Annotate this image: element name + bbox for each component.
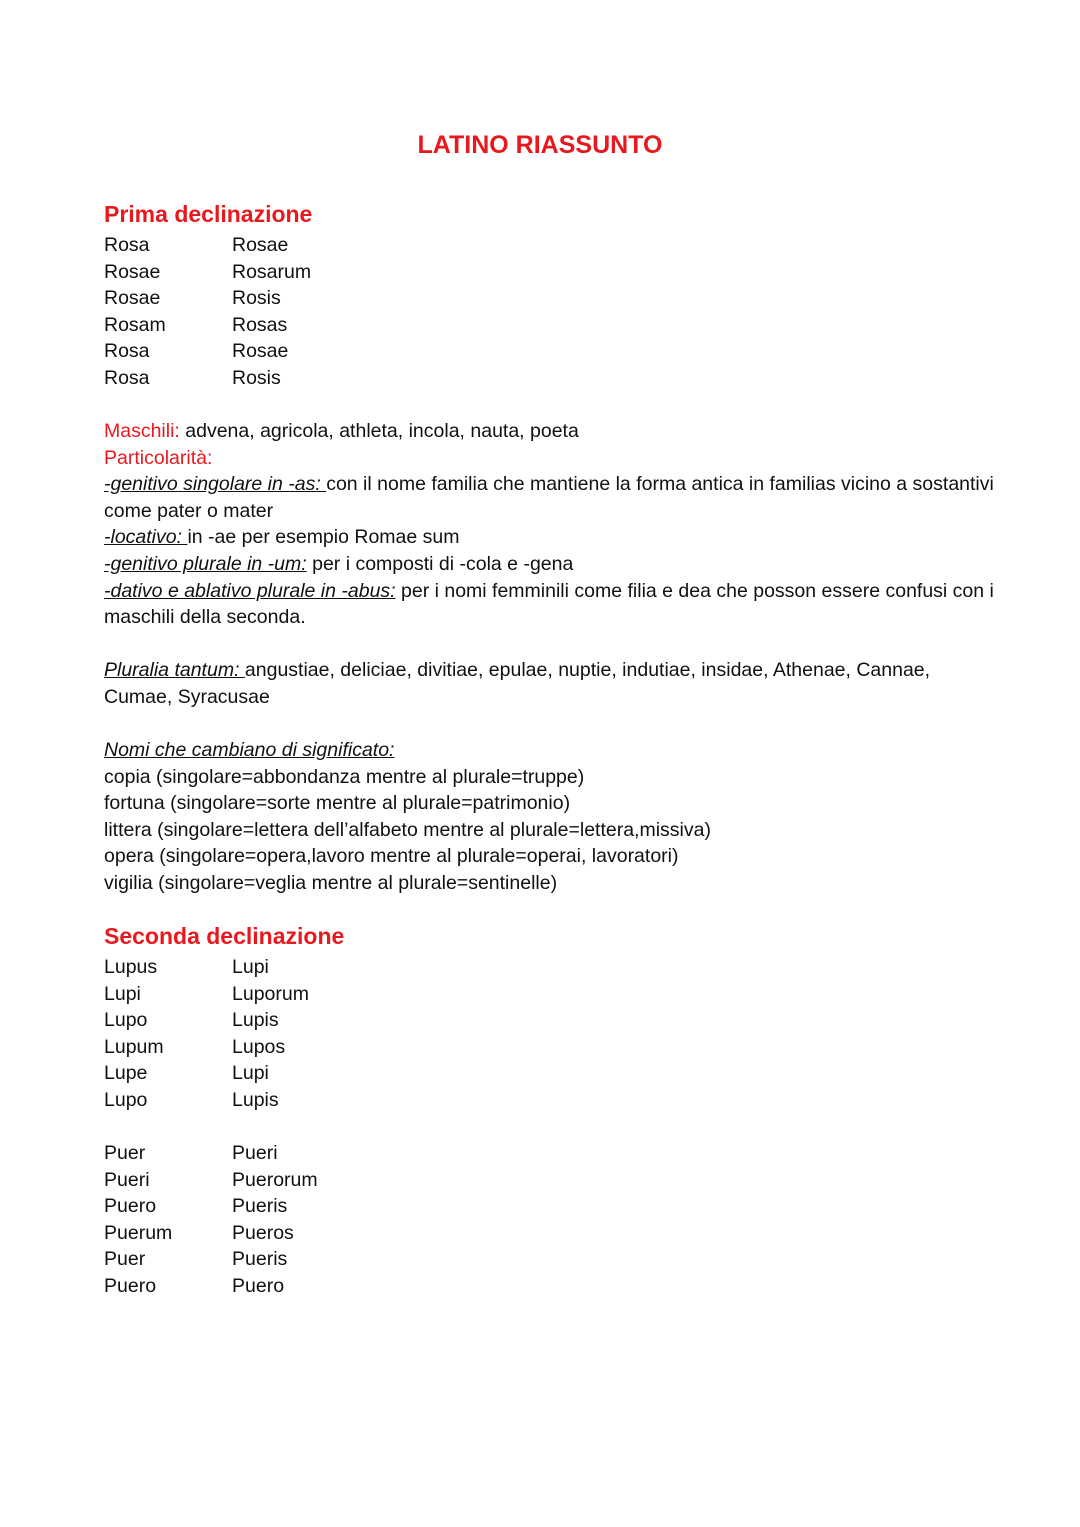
declension-row bbox=[104, 981, 309, 1008]
particolarita-text: in -ae per esempio Romae sum bbox=[187, 526, 460, 549]
declension-row bbox=[104, 1273, 318, 1300]
plural-form: Lupis bbox=[232, 1009, 279, 1032]
singular-form: Pueri bbox=[104, 1168, 150, 1191]
declension-row bbox=[104, 338, 311, 365]
plural-form: Rosae bbox=[232, 234, 289, 256]
plural-form: Lupis bbox=[232, 1088, 279, 1111]
singular-form: Puero bbox=[104, 1274, 157, 1297]
singular-form: Puer bbox=[104, 1248, 146, 1271]
declension-row bbox=[104, 232, 311, 259]
plural-form: Rosarum bbox=[232, 260, 312, 283]
declension-row bbox=[104, 1220, 318, 1247]
plural-form: Puerorum bbox=[232, 1168, 318, 1191]
declension-row bbox=[104, 1140, 318, 1167]
lupus-table bbox=[104, 954, 309, 1114]
declension-row bbox=[104, 1087, 309, 1114]
nomi-heading: Nomi che cambiano di significato: bbox=[104, 739, 395, 761]
particolarita-term: -genitivo singolare in -as: bbox=[104, 473, 327, 496]
particolarita-label: Particolarità: bbox=[104, 446, 213, 469]
maschili-text: advena, agricola, athleta, incola, nauta, poeta bbox=[179, 420, 579, 442]
pluralia-term: Pluralia tantum: bbox=[104, 659, 245, 681]
prima-declinazione-heading: Prima declinazione bbox=[104, 201, 313, 227]
particolarita-text: per i nomi femminili come filia e dea che posson essere confusi con i maschili della seconda. bbox=[104, 579, 994, 629]
declension-row bbox=[104, 1193, 318, 1220]
nomi-block bbox=[104, 737, 1004, 897]
singular-form: Lupo bbox=[104, 1088, 148, 1111]
notes-block bbox=[104, 418, 1004, 631]
singular-form: Puero bbox=[104, 1195, 157, 1218]
plural-form: Lupi bbox=[232, 1062, 269, 1085]
plural-form: Puero bbox=[232, 1274, 285, 1297]
maschili-line bbox=[104, 418, 1004, 445]
pluralia-line bbox=[104, 657, 984, 710]
plural-form: Rosas bbox=[232, 313, 288, 336]
nomi-line: copia (singolare=abbondanza mentre al plurale=truppe) bbox=[104, 765, 585, 788]
singular-form: Lupe bbox=[104, 1062, 148, 1085]
particolarita-item bbox=[104, 471, 1004, 524]
singular-form: Rosae bbox=[104, 260, 161, 283]
particolarita-term: -genitivo plurale in -um: bbox=[104, 552, 307, 575]
declension-row bbox=[104, 1246, 318, 1273]
plural-form: Pueri bbox=[232, 1142, 278, 1164]
singular-form: Lupus bbox=[104, 956, 158, 978]
plural-form: Lupos bbox=[232, 1035, 286, 1058]
singular-form: Rosam bbox=[104, 313, 166, 336]
singular-form: Puer bbox=[104, 1142, 146, 1164]
singular-form: Lupo bbox=[104, 1009, 148, 1032]
singular-form: Lupum bbox=[104, 1035, 164, 1058]
prima-declinazione-table bbox=[104, 232, 311, 392]
declension-row bbox=[104, 1060, 309, 1087]
pluralia-text: angustiae, deliciae, divitiae, epulae, nuptie, indutiae, insidae, Athenae, Cannae, Cumae, Syracusae bbox=[104, 659, 931, 708]
nomi-line: vigilia (singolare=veglia mentre al plurale=sentinelle) bbox=[104, 871, 558, 894]
plural-form: Lupi bbox=[232, 956, 269, 978]
particolarita-item bbox=[104, 551, 1004, 578]
singular-form: Rosae bbox=[104, 287, 161, 310]
maschili-label: Maschili: bbox=[104, 420, 180, 442]
particolarita-text: con il nome familia che mantiene la forma antica in familias vicino a sostantivi come pater o mater bbox=[104, 473, 994, 522]
declension-row bbox=[104, 1034, 309, 1061]
particolarita-item bbox=[104, 578, 1004, 631]
plural-form: Pueris bbox=[232, 1248, 288, 1271]
plural-form: Rosis bbox=[232, 366, 281, 389]
declension-row bbox=[104, 1007, 309, 1034]
nomi-line: littera (singolare=lettera dell’alfabeto mentre al plurale=lettera,missiva) bbox=[104, 818, 711, 841]
declension-row bbox=[104, 1167, 318, 1194]
declension-row bbox=[104, 259, 311, 286]
particolarita-term: -locativo: bbox=[104, 526, 188, 549]
declension-row bbox=[104, 954, 309, 981]
puer-table bbox=[104, 1140, 318, 1300]
pluralia-block bbox=[104, 657, 984, 710]
seconda-declinazione-heading: Seconda declinazione bbox=[104, 923, 345, 949]
singular-form: Rosa bbox=[104, 340, 150, 363]
singular-form: Lupi bbox=[104, 982, 141, 1005]
plural-form: Pueros bbox=[232, 1221, 294, 1244]
declension-row bbox=[104, 312, 311, 339]
particolarita-term: -dativo e ablativo plurale in -abus: bbox=[104, 579, 396, 602]
particolarita-item bbox=[104, 524, 1004, 551]
singular-form: Puerum bbox=[104, 1221, 173, 1244]
plural-form: Pueris bbox=[232, 1195, 288, 1218]
declension-row bbox=[104, 285, 311, 312]
plural-form: Rosis bbox=[232, 287, 281, 310]
plural-form: Rosae bbox=[232, 340, 289, 363]
declension-row bbox=[104, 365, 311, 392]
nomi-line: opera (singolare=opera,lavoro mentre al plurale=operai, lavoratori) bbox=[104, 845, 679, 868]
particolarita-text: per i composti di -cola e -gena bbox=[306, 552, 574, 575]
nomi-line: fortuna (singolare=sorte mentre al plurale=patrimonio) bbox=[104, 792, 571, 815]
plural-form: Luporum bbox=[232, 982, 309, 1005]
singular-form: Rosa bbox=[104, 234, 150, 256]
page-title: LATINO RIASSUNTO bbox=[417, 131, 663, 159]
singular-form: Rosa bbox=[104, 366, 150, 389]
